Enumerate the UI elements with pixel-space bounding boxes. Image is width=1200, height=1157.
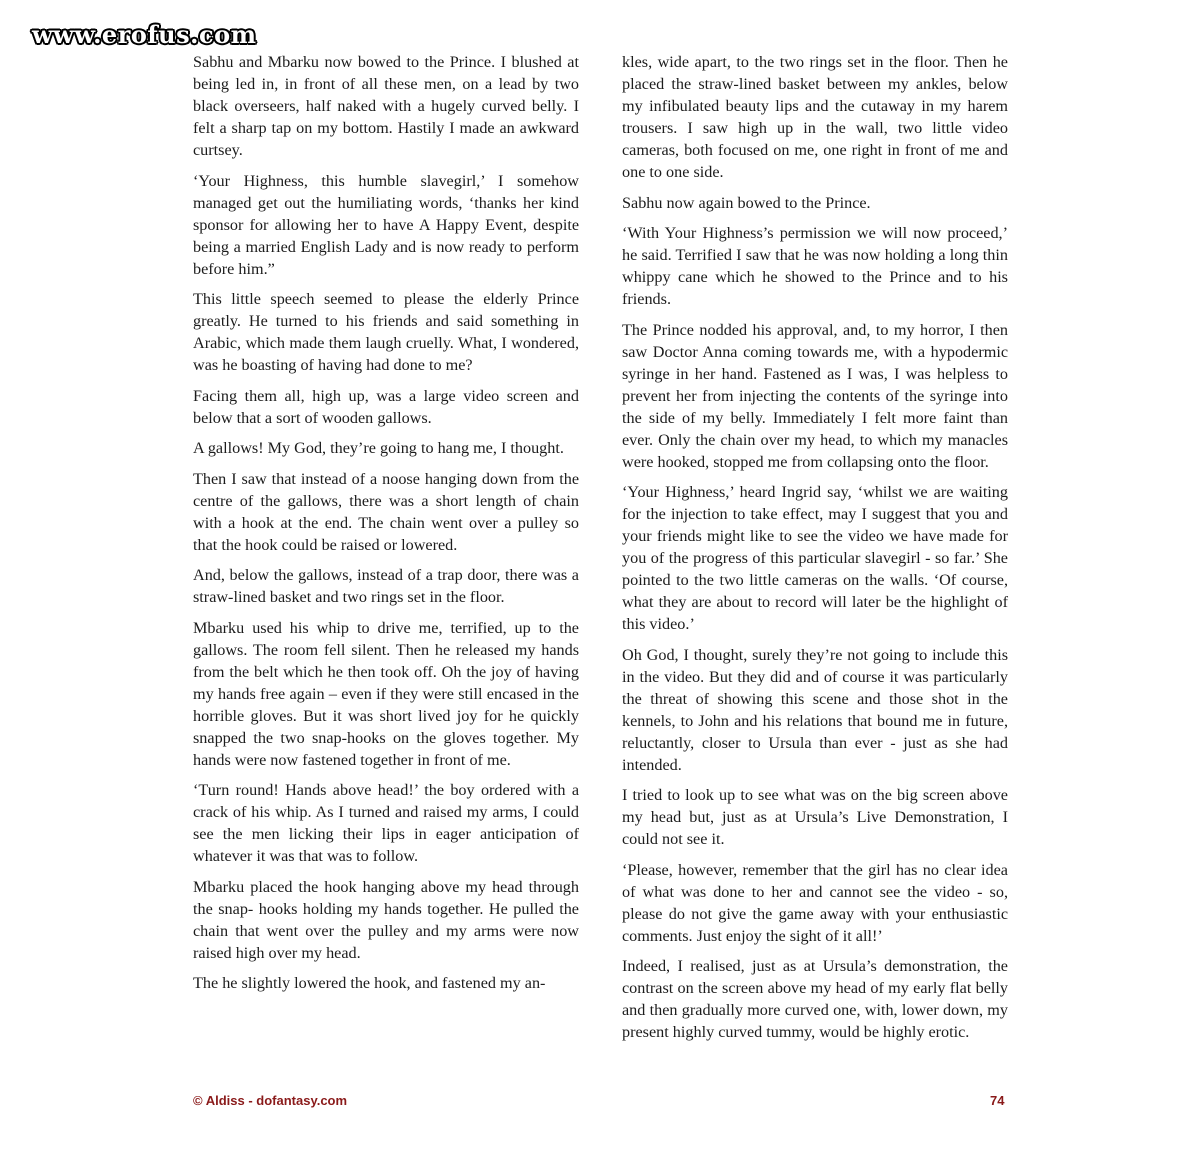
paragraph: ‘Your Highness, this humble slavegirl,’ I somehow managed get out the humiliating words, ‘thanks her kind sponsor for allowing her to have A Happy Event, despite being a married English Lady and is now ready to perform before him.”: [193, 171, 579, 278]
paragraph: Sabhu and Mbarku now bowed to the Prince. I blushed at being led in, in front of all these men, on a lead by two black overseers, half naked with a hugely curved belly. I felt a sharp tap on my bottom. Hastily I made an awkward curtsey.: [193, 53, 579, 159]
paragraph: A gallows! My God, they’re going to hang me, I thought.: [193, 439, 564, 457]
paragraph: Oh God, I thought, surely they’re not going to include this in the video. But they did and of course it was particularly the threat of showing this scene and those shot in the kennels, to John and his relations that bound me in future, reluctantly, closer to Ursula than ever - just as she had intended.: [622, 645, 1008, 774]
paragraph: ‘Please, however, remember that the girl has no clear idea of what was done to her and cannot see the video - so, please do not give the game away with your enthusiastic comments. Just enjoy the sight of it all!’: [622, 860, 1008, 945]
paragraph: Indeed, I realised, just as at Ursula’s demonstration, the contrast on the screen above my head of my early flat belly and then gradually more curved one, with, lower down, my present highly curved tummy, would be highly erotic.: [622, 957, 1008, 1041]
paragraph: This little speech seemed to please the elderly Prince greatly. He turned to his friends and said something in Arabic, which made them laugh cruelly. What, I wondered, was he boasting of having had done to me?: [193, 290, 579, 374]
paragraph: Facing them all, high up, was a large video screen and below that a sort of wooden gallows.: [193, 386, 579, 427]
paragraph: ‘Turn round! Hands above head!’ the boy ordered with a crack of his whip. As I turned and raised my arms, I could see the men licking their lips in eager anticipation of whatever it was that was to follow.: [193, 781, 579, 865]
footer-copyright: © Aldiss - dofantasy.com: [193, 1093, 348, 1108]
watermark: www.erofus.com: [32, 20, 257, 49]
paragraph: Then I saw that instead of a noose hanging down from the centre of the gallows, there was a short length of chain with a hook at the end. The chain went over a pulley so that the hook could be raised or lowered.: [193, 469, 579, 554]
page-number: 74: [990, 1093, 1005, 1108]
left-text-column: [193, 51, 579, 1003]
paragraph: Mbarku placed the hook hanging above my head through the snap- hooks holding my hands together. He pulled the chain that went over the pulley and my arms were now raised high over my head.: [193, 877, 579, 962]
right-text-column: [622, 51, 1008, 1052]
paragraph: kles, wide apart, to the two rings set in the floor. Then he placed the straw-lined basket between my ankles, below my infibulated beauty lips and the cutaway in my harem trousers. I saw high up in the wall, two little video cameras, both focused on me, one right in front of me and one to one side.: [622, 53, 1008, 181]
paragraph: The he slightly lowered the hook, and fastened my an-: [193, 974, 546, 992]
paragraph: Sabhu now again bowed to the Prince.: [622, 193, 871, 212]
paragraph: And, below the gallows, instead of a trap door, there was a straw-lined basket and two rings set in the floor.: [193, 566, 579, 606]
paragraph: ‘With Your Highness’s permission we will now proceed,’ he said. Terrified I saw that he was now holding a long thin whippy cane which he showed to the Prince and to his friends.: [622, 224, 1008, 308]
paragraph: ‘Your Highness,’ heard Ingrid say, ‘whilst we are waiting for the injection to take effect, may I suggest that you and your friends might like to see the video we have made for you of the progress of this particular slavegirl - so far.’ She pointed to the two little cameras on the walls. ‘Of course, what they are about to record will later be the highlight of this video.’: [622, 483, 1008, 633]
paragraph: Mbarku used his whip to drive me, terrified, up to the gallows. The room fell silent. Then he released my hands from the belt which he then took off. Oh the joy of having my hands free again – even if they were still encased in the horrible gloves. But it was short lived joy for he quickly snapped the two snap-hooks on the gloves together. My hands were now fastened together in front of me.: [193, 618, 579, 769]
paragraph: The Prince nodded his approval, and, to my horror, I then saw Doctor Anna coming towards me, with a hypodermic syringe in her hand. Fastened as I was, I was helpless to prevent her from injecting the contents of the syringe into the side of my belly. Immediately I felt more faint than ever. Only the chain over my head, to which my manacles were hooked, stopped me from collapsing onto the floor.: [622, 320, 1008, 471]
paragraph: I tried to look up to see what was on the big screen above my head but, just as at Ursula’s Live Demonstration, I could not see it.: [622, 786, 1008, 848]
